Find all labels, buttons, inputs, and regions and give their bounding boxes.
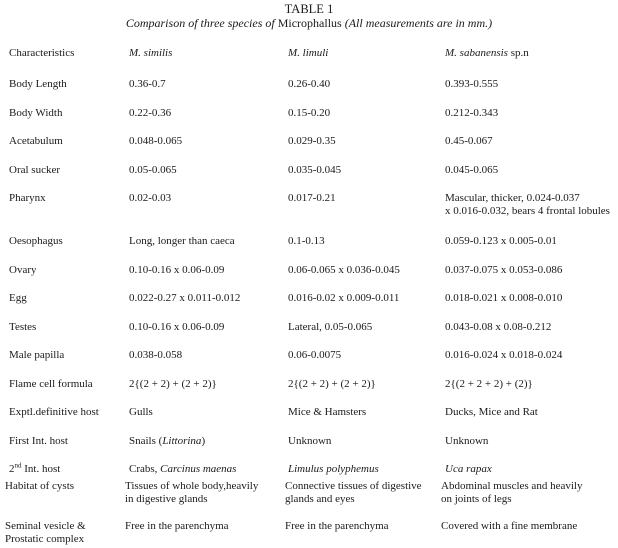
row-label: Body Width bbox=[9, 107, 63, 119]
similis-value-line-1: Tissues of whole body,heavily bbox=[125, 480, 259, 492]
similis-value-line-2: in digestive glands bbox=[125, 493, 208, 505]
label-rest: Int. host bbox=[21, 463, 61, 475]
species-suffix: sp.n bbox=[507, 47, 529, 59]
limuli-value: 2{(2 + 2) + (2 + 2)} bbox=[288, 378, 376, 390]
limuli-value: 0.15-0.20 bbox=[288, 107, 331, 119]
limuli-value: 0.016-0.02 x 0.009-0.011 bbox=[288, 292, 400, 304]
similis-value bbox=[129, 435, 279, 448]
similis-value: Free in the parenchyma bbox=[125, 520, 229, 532]
table-caption bbox=[0, 17, 618, 30]
value-prefix: Crabs, bbox=[129, 463, 161, 475]
caption-prefix: Comparison of three species of bbox=[125, 16, 278, 30]
similis-value: 0.10-0.16 x 0.06-0.09 bbox=[129, 321, 225, 333]
similis-value: Long, longer than caeca bbox=[129, 235, 235, 247]
row-label: Egg bbox=[9, 292, 27, 304]
limuli-value: 0.06-0.0075 bbox=[288, 349, 342, 361]
sabanensis-value bbox=[445, 192, 615, 218]
value-italic: Littorina bbox=[162, 435, 202, 447]
caption-suffix: (All measurements are in mm.) bbox=[341, 16, 493, 30]
similis-value: 0.05-0.065 bbox=[129, 164, 177, 176]
sabanensis-value: 0.016-0.024 x 0.018-0.024 bbox=[445, 349, 563, 361]
similis-value bbox=[125, 480, 275, 506]
limuli-value: 0.1-0.13 bbox=[288, 235, 325, 247]
sabanensis-value: 0.045-0.065 bbox=[445, 164, 499, 176]
sabanensis-value-line-2: x 0.016-0.032, bears 4 frontal lobules bbox=[445, 205, 610, 217]
row-label: Male papilla bbox=[9, 349, 65, 361]
similis-value: 0.10-0.16 x 0.06-0.09 bbox=[129, 264, 225, 276]
limuli-value: Free in the parenchyma bbox=[285, 520, 389, 532]
sabanensis-value: 0.059-0.123 x 0.005-0.01 bbox=[445, 235, 557, 247]
sabanensis-value: Ducks, Mice and Rat bbox=[445, 406, 538, 418]
sabanensis-value-line-1: Abdominal muscles and heavily bbox=[441, 480, 583, 492]
row-label: First Int. host bbox=[9, 435, 68, 447]
limuli-value bbox=[285, 480, 435, 506]
limuli-value: 0.017-0.21 bbox=[288, 192, 336, 204]
similis-value: Gulls bbox=[129, 406, 153, 418]
caption-genus: Microphallus bbox=[277, 16, 342, 30]
similis-value: 0.22-0.36 bbox=[129, 107, 172, 119]
label-number: 2 bbox=[9, 463, 15, 475]
header-characteristics: Characteristics bbox=[9, 47, 75, 59]
value-suffix: ) bbox=[201, 435, 206, 447]
similis-value: 0.02-0.03 bbox=[129, 192, 172, 204]
sabanensis-value: 0.018-0.021 x 0.008-0.010 bbox=[445, 292, 563, 304]
header-species-sabanensis bbox=[445, 47, 615, 60]
similis-value: 0.022-0.27 x 0.011-0.012 bbox=[129, 292, 241, 304]
row-label: Body Length bbox=[9, 78, 67, 90]
limuli-value: Lateral, 0.05-0.065 bbox=[288, 321, 373, 333]
sabanensis-value: 2{(2 + 2 + 2) + (2)} bbox=[445, 378, 533, 390]
limuli-value: Unknown bbox=[288, 435, 332, 447]
row-label: Oesophagus bbox=[9, 235, 63, 247]
header-species-limuli: M. limuli bbox=[288, 47, 329, 59]
sabanensis-value: 0.212-0.343 bbox=[445, 107, 499, 119]
sabanensis-value: 0.393-0.555 bbox=[445, 78, 499, 90]
row-label: Exptl.definitive host bbox=[9, 406, 99, 418]
limuli-value: Limulus polyphemus bbox=[288, 463, 379, 475]
row-label: Habitat of cysts bbox=[5, 480, 75, 492]
limuli-value-line-2: glands and eyes bbox=[285, 493, 355, 505]
value-italic: Carcinus maenas bbox=[160, 463, 237, 475]
limuli-value-line-1: Connective tissues of digestive bbox=[285, 480, 422, 492]
value-prefix: Snails ( bbox=[129, 435, 163, 447]
row-label-line-1: Seminal vesicle & bbox=[5, 520, 86, 532]
header-species-similis: M. similis bbox=[129, 47, 173, 59]
row-label: Acetabulum bbox=[9, 135, 63, 147]
similis-value: 0.048-0.065 bbox=[129, 135, 183, 147]
limuli-value: 0.035-0.045 bbox=[288, 164, 342, 176]
label-ordinal-superscript: nd bbox=[14, 461, 22, 470]
species-name: M. sabanensis bbox=[445, 47, 508, 59]
sabanensis-value bbox=[441, 480, 611, 506]
row-label: Ovary bbox=[9, 264, 37, 276]
sabanensis-value: 0.45-0.067 bbox=[445, 135, 493, 147]
row-label-line-2: Prostatic complex bbox=[5, 533, 85, 545]
row-label: Testes bbox=[9, 321, 37, 333]
limuli-value: 0.26-0.40 bbox=[288, 78, 331, 90]
table-number: TABLE 1 bbox=[284, 2, 334, 16]
sabanensis-value: 0.043-0.08 x 0.08-0.212 bbox=[445, 321, 552, 333]
sabanensis-value: Uca rapax bbox=[445, 463, 492, 475]
sabanensis-value-line-2: on joints of legs bbox=[441, 493, 512, 505]
limuli-value: 0.029-0.35 bbox=[288, 135, 336, 147]
row-label bbox=[9, 463, 121, 476]
row-label: Flame cell formula bbox=[9, 378, 93, 390]
similis-value: 0.038-0.058 bbox=[129, 349, 183, 361]
similis-value: 0.36-0.7 bbox=[129, 78, 166, 90]
similis-value: 2{(2 + 2) + (2 + 2)} bbox=[129, 378, 217, 390]
sabanensis-value-line-1: Mascular, thicker, 0.024-0.037 bbox=[445, 192, 580, 204]
sabanensis-value: 0.037-0.075 x 0.053-0.086 bbox=[445, 264, 563, 276]
row-label: Oral sucker bbox=[9, 164, 61, 176]
sabanensis-value: Covered with a fine membrane bbox=[441, 520, 578, 532]
row-label: Pharynx bbox=[9, 192, 46, 204]
limuli-value: 0.06-0.065 x 0.036-0.045 bbox=[288, 264, 400, 276]
row-label bbox=[5, 520, 117, 546]
sabanensis-value: Unknown bbox=[445, 435, 489, 447]
similis-value bbox=[129, 463, 279, 476]
limuli-value: Mice & Hamsters bbox=[288, 406, 367, 418]
